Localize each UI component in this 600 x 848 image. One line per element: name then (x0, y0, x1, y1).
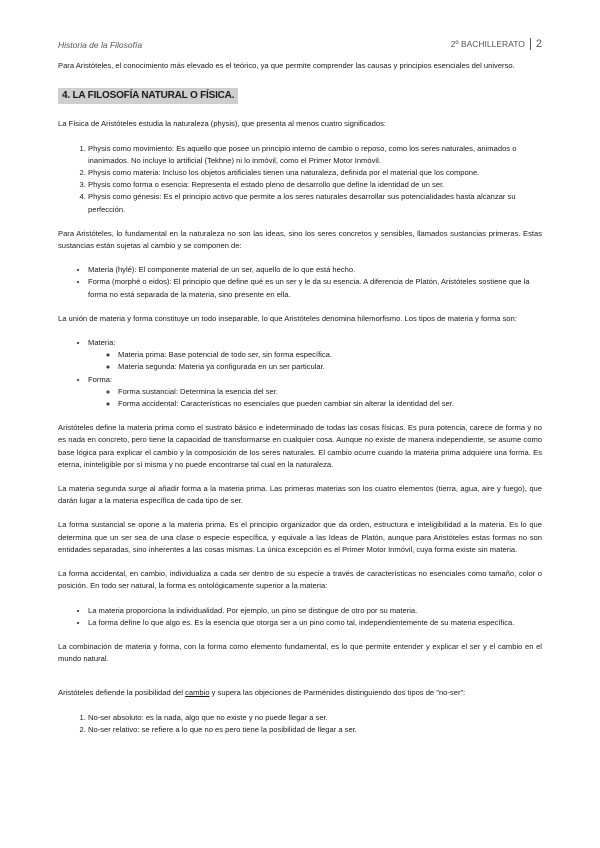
list-item: 3. Physis como forma o esencia: Representa el estado pleno de desarrollo que define la identidad de un ser. (88, 179, 542, 191)
list-no-ser (58, 712, 542, 736)
header-divider (530, 38, 531, 50)
list-physis-meanings (58, 143, 542, 216)
text-span: y supera las objeciones de Parménides distinguiendo dos tipos de "no-ser": (209, 688, 466, 698)
list-item: ◦ Materia prima: Base potencial de todo ser, sin forma específica. (118, 349, 542, 361)
list-item: • La forma define lo que algo es. Es la esencia que otorga ser a un pino como tal, independientemente de su materia específica. (88, 617, 542, 629)
sublist-materia (88, 349, 542, 373)
document-body (58, 60, 542, 748)
header-course: 2º BACHILLERATO (450, 39, 525, 49)
paragraph-physis-intro: La Física de Aristóteles estudia la naturaleza (physis), que presenta al menos cuatro significados: (58, 119, 386, 129)
list-item-forma (88, 374, 542, 411)
list-item: ◦ Forma accidental: Características no esenciales que pueden cambiar sin alterar la identidad del ser. (118, 398, 542, 410)
list-materia-vs-forma (58, 605, 542, 629)
paragraph-forma-accidental: La forma accidental, en cambio, individualiza a cada ser dentro de su especie a través de características no esenciales como tamaño, color o posición. En todo ser natural, la forma es ontológicamente superior a la materia: (58, 569, 542, 591)
list-item: 1. Physis como movimiento: Es aquello que posee un principio interno de cambio o reposo, como los seres naturales, animados o inanimados. No incluye lo artificial (Tekhne) ni lo inmóvil, como el Primer Motor Inmóvil. (88, 143, 542, 167)
list-item: 1. No-ser absoluto: es la nada, algo que no existe y no puede llegar a ser. (88, 712, 542, 724)
header-right (451, 38, 542, 50)
paragraph-combinacion: La combinación de materia y forma, con la forma como elemento fundamental, es lo que permite entender y explicar el ser y el cambio en el mundo natural. (58, 641, 542, 664)
list-item: • Forma (morphé o eidos): El principio que define qué es un ser y le da su esencia. A diferencia de Platón, Aristóteles sostiene que la forma no está separada de la materia, sino presente en ella. (88, 276, 542, 300)
list-item: 2. Physis como materia: Incluso los objetos artificiales tienen una naturaleza, definida por el material que los compone. (88, 167, 542, 179)
paragraph-materia-segunda: La materia segunda surge al añadir forma a la materia prima. Las primeras materias son los cuatro elementos (tierra, agua, aire y fuego), que darán lugar a la materia específica de cada tipo de ser. (58, 484, 542, 506)
underlined-term-cambio: cambio (185, 688, 210, 698)
paragraph-materia-prima: Aristóteles define la materia prima como el sustrato básico e indeterminado de todas las cosas físicas. Es pura potencia, carece de forma y no es nada en concreto, pero tiene la capacidad de transformarse en cualquier cosa. Aunque no existe de manera independiente, se asume como base lógica para explicar el cambio y la composición de los seres naturales. El cambio ocurre cuando la materia prima adquiere una forma. Es eterna, ininteligible por sí misma y no puede encontrarse tal cual en la naturaleza. (58, 423, 542, 469)
paragraph-hilemorfismo: La unión de materia y forma constituye un todo inseparable, lo que Aristóteles denomina hilemorfismo. Los tipos de materia y forma son: (58, 313, 517, 323)
list-item-label: Forma: (88, 374, 113, 384)
list-item-label: Materia: (88, 338, 116, 348)
paragraph-cambio (58, 687, 542, 699)
list-item: 2. No-ser relativo: se refiere a lo que no es pero tiene la posibilidad de llegar a ser. (88, 724, 542, 736)
list-tipos (58, 337, 542, 410)
paragraph-sustancias: Para Aristóteles, lo fundamental en la naturaleza no son las ideas, sino los seres concretos y sensibles, llamados sustancias primeras. Estas sustancias están sujetas al cambio y se componen de: (58, 228, 542, 251)
header-title: Historia de la Filosofía (58, 40, 143, 50)
section-heading: 4. LA FILOSOFÍA NATURAL O FÍSICA. (58, 88, 238, 104)
list-item: ◦ Forma sustancial: Determina la esencia del ser. (118, 386, 542, 398)
list-item-materia (88, 337, 542, 374)
list-item: • La materia proporciona la individualidad. Por ejemplo, un pino se distingue de otro por su materia. (88, 605, 542, 617)
list-item: ◦ Materia segunda: Materia ya configurada en un ser particular. (118, 361, 542, 373)
paragraph-forma-sustancial: La forma sustancial se opone a la materia prima. Es el principio organizador que da orden, estructura e inteligibilidad a la materia. Es lo que determina que un ser sea de una clase o especie específica, y equivale a las Ideas de Platón, aunque para Aristóteles estas formas no son entidades separadas, sino inherentes a las cosas mismas. La única excepción es el Primer Motor Inmóvil, cuya forma existe sin materia. (58, 520, 542, 554)
list-materia-forma (58, 264, 542, 301)
list-item: • Materia (hylé): El componente material de un ser, aquello de lo que está hecho. (88, 264, 542, 276)
page-number: 2 (535, 38, 542, 50)
list-item: 4. Physis como génesis: Es el principio activo que permite a los seres naturales desarrollar sus potencialidades hasta alcanzar su perfección. (88, 191, 542, 215)
intro-paragraph: Para Aristóteles, el conocimiento más elevado es el teórico, ya que permite comprender las causas y principios esenciales del universo. (58, 61, 515, 70)
text-span: Aristóteles defiende la posibilidad del (58, 688, 186, 698)
sublist-forma (88, 386, 542, 410)
